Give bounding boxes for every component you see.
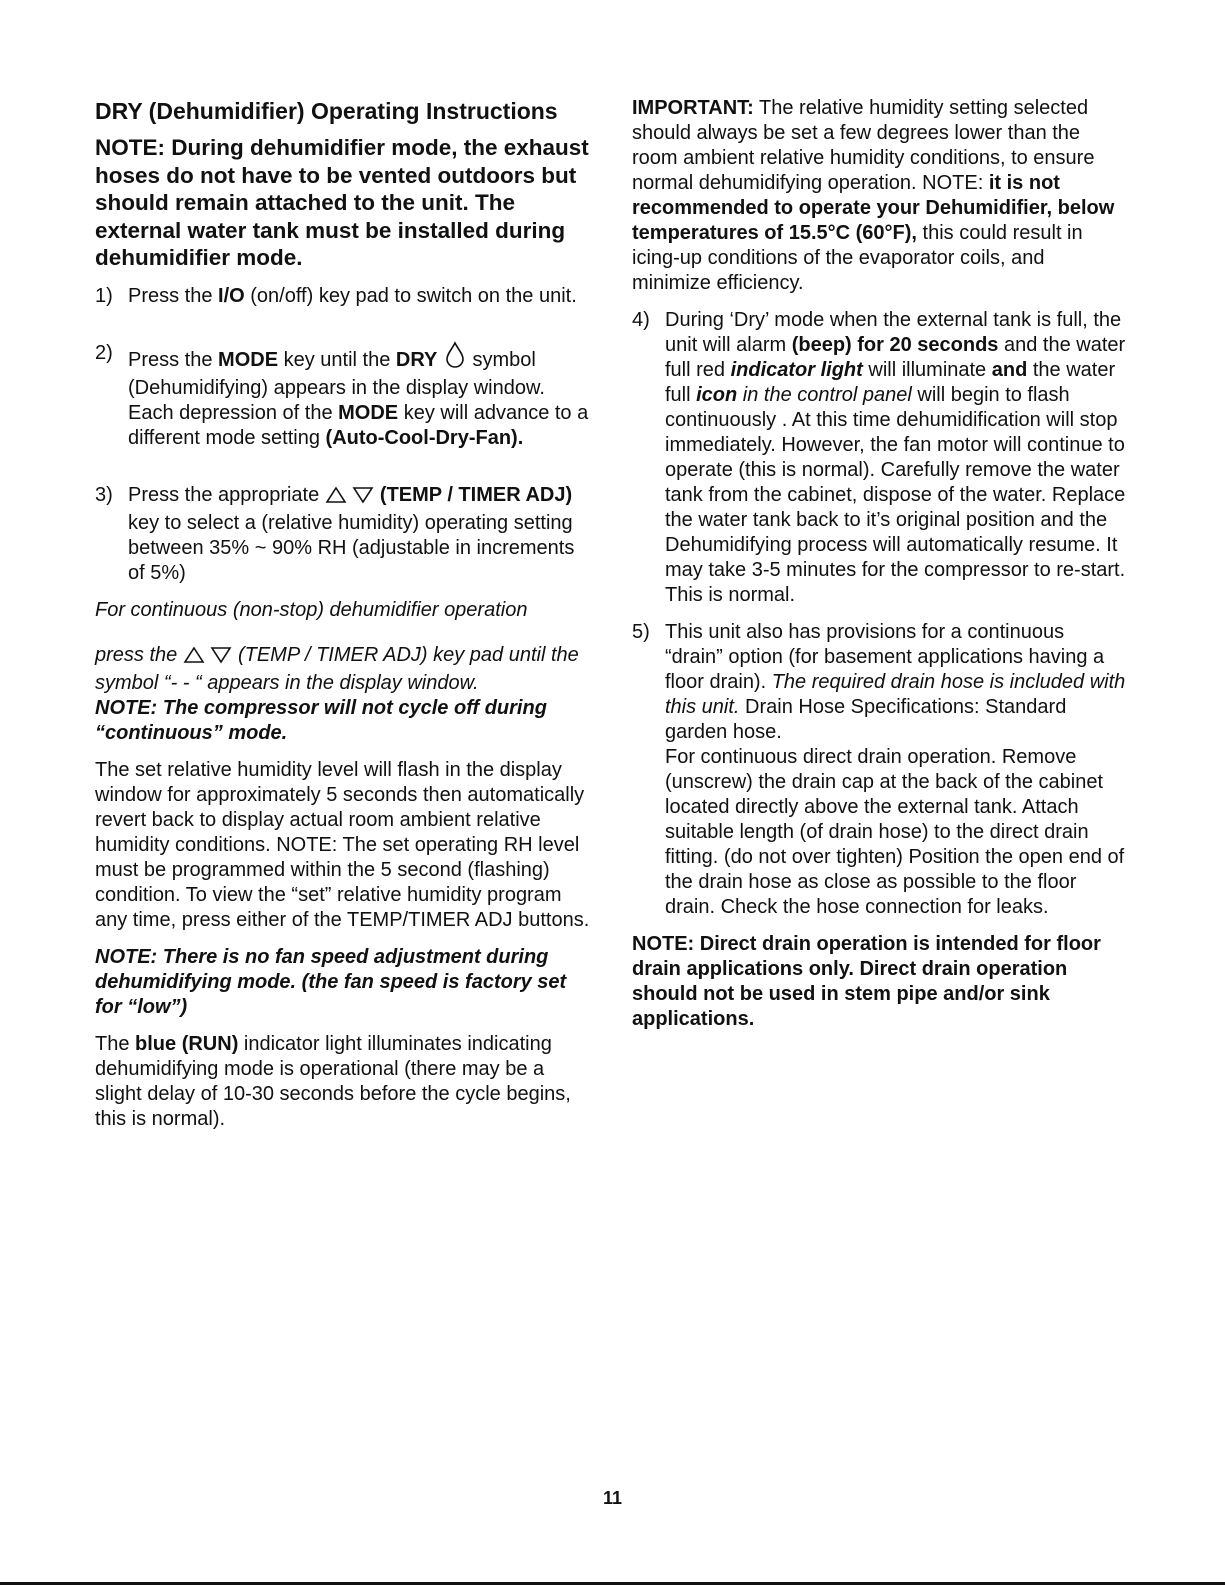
left-column — [95, 96, 595, 1132]
section-title: DRY (Dehumidifier) Operating Instructions — [95, 98, 558, 124]
note-fan-speed: NOTE: There is no fan speed adjustment during dehumidifying mode. (the fan speed is factory set for “low”) — [95, 945, 567, 1018]
flash-paragraph: The set relative humidity level will flash in the display window for approximately 5 seconds then automatically revert back to display actual room ambient relative humidity conditions. NOTE: The set operating RH level must be programmed within the 5 second (flashing) condition. To view the “set” relative humidity program any time, press either of the TEMP/TIMER ADJ buttons. — [95, 758, 590, 931]
triangle-down-icon — [352, 486, 374, 511]
note-compressor: NOTE: The compressor will not cycle off during “continuous” mode. — [95, 696, 547, 744]
step-3: 3) Press the appropriate (TEMP / TIMER ADJ) key to select a (relative humidity) operating setting between 35% ~ 90% RH (adjustable in increments of 5%) — [95, 483, 575, 584]
step-5: 5) This unit also has provisions for a continuous “drain” option (for basement applications having a floor drain). The required drain hose is included with this unit. Drain Hose Specifications: Standard garden hose. For continuous direct drain operation. Remove (unscrew) the drain cap at the back of the cabinet located directly above the external tank. Attach suitable length (of drain hose) to the direct drain fitting. (do not over tighten) Position the open end of the drain hose as close as possible to the floor drain. Check the hose connection for leaks. — [632, 621, 1126, 918]
step-2: 2) Press the MODE key until the DRY symbol (Dehumidifying) appears in the display window. Each depression of the MODE key will advance to a different mode setting (Auto-Cool-Dry-Fan). — [95, 341, 589, 449]
continuous-operation-line: For continuous (non-stop) dehumidifier operation — [95, 598, 528, 621]
blue-run-paragraph: The blue (RUN) indicator light illuminates indicating dehumidifying mode is operational (there may be a slight delay of 10-30 seconds before the cycle begins, this is normal). — [95, 1032, 571, 1130]
press-symbol-line: press the (TEMP / TIMER ADJ) key pad until the symbol “- - “ appears in the display window. — [95, 643, 579, 694]
note-exhaust-hoses: NOTE: During dehumidifier mode, the exhaust hoses do not have to be vented outdoors but should remain attached to the unit. The external water tank must be installed during dehumidifier mode. — [95, 135, 589, 270]
triangle-down-icon — [210, 646, 232, 671]
step-number: 1) — [95, 284, 113, 307]
step-number: 5) — [632, 621, 650, 643]
step-4: 4) During ‘Dry’ mode when the external tank is full, the unit will alarm (beep) for 20 seconds and the water full red indicator light will illuminate and the water full icon in the control panel will begin to flash continuously . At this time dehumidification will stop immediately. However, the fan motor will continue to operate (this is normal). Carefully remove the water tank from the cabinet, dispose of the water. Replace the water tank back to it’s original position and the Dehumidifying process will automatically resume. It may take 3-5 minutes for the compressor to re-start. This is normal. — [632, 309, 1126, 606]
water-drop-icon — [443, 341, 467, 376]
note-direct-drain: NOTE: Direct drain operation is intended for floor drain applications only. Direct drain operation should not be used in stem pipe and/or sink applications. — [632, 933, 1101, 1030]
step-number: 4) — [632, 309, 650, 331]
step-number: 3) — [95, 483, 113, 506]
triangle-up-icon — [325, 486, 347, 511]
triangle-up-icon — [183, 646, 205, 671]
step-1: 1) Press the I/O (on/off) key pad to switch on the unit. — [95, 284, 577, 307]
page-number: 11 — [602, 1488, 623, 1508]
important-paragraph: IMPORTANT: The relative humidity setting selected should always be set a few degrees lower than the room ambient relative humidity conditions, to ensure normal dehumidifying operation. NOTE: it is not recommended to operate your Dehumidifier, below temperatures of 15.5°C (60°F), this could result in icing-up conditions of the evaporator coils, and minimize efficiency. — [632, 97, 1115, 294]
step-number: 2) — [95, 341, 113, 364]
right-column — [632, 96, 1127, 1032]
